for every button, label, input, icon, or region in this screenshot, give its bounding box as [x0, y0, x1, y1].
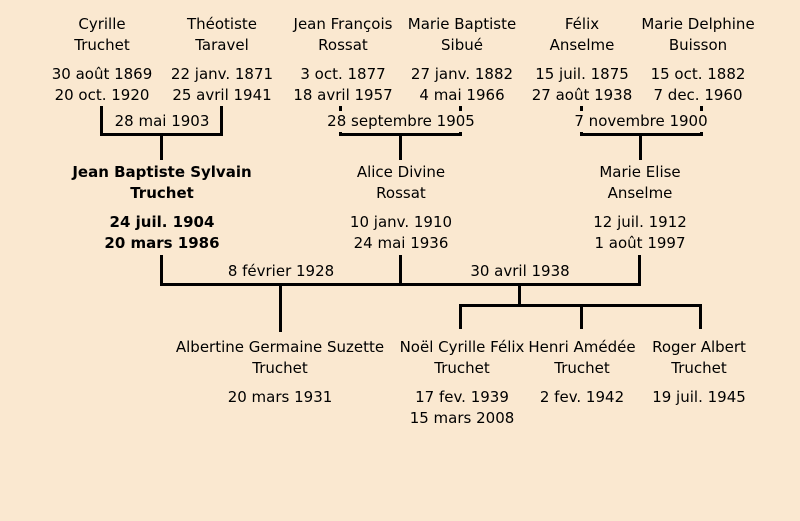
person-surname: Rossat — [318, 36, 368, 54]
person-surname: Truchet — [671, 359, 727, 377]
alice-stem — [399, 255, 402, 286]
person-card-theotiste-taravel — [171, 14, 273, 106]
person-card-alice-divine-rossat — [350, 162, 452, 254]
person-surname: Truchet — [434, 359, 490, 377]
birth-date: 3 oct. 1877 — [300, 65, 386, 83]
noel-drop — [459, 307, 462, 329]
marriage1-child-drop — [160, 136, 163, 160]
birth-date: 24 juil. 1904 — [109, 213, 215, 231]
person-surname: Taravel — [195, 36, 249, 54]
albertine-drop — [279, 286, 282, 332]
person-name: Alice Divine — [356, 163, 446, 181]
marriage1-date-label: 28 mai 1903 — [112, 111, 213, 132]
person-card-marie-elise-anselme — [593, 162, 687, 254]
birth-date: 19 juil. 1945 — [652, 388, 746, 406]
death-date: 1 août 1997 — [594, 234, 686, 252]
person-surname: Rossat — [376, 184, 426, 202]
roger-drop — [699, 307, 702, 329]
person-surname: Truchet — [130, 184, 194, 202]
marriage2-date-label: 28 septembre 1905 — [324, 111, 478, 132]
person-name: Albertine Germaine Suzette — [175, 338, 385, 356]
person-card-jean-francois-rossat — [293, 14, 392, 106]
birth-date: 2 fev. 1942 — [539, 388, 625, 406]
person-name: Jean François — [293, 15, 393, 33]
jean-baptiste-stem — [160, 255, 163, 286]
marriage3-child-drop — [639, 136, 642, 160]
person-name: Jean Baptiste Sylvain — [72, 163, 252, 181]
person-name: Théotiste — [186, 15, 258, 33]
person-name: Roger Albert — [652, 338, 746, 356]
marriage4-date-label: 8 février 1928 — [225, 261, 337, 282]
person-card-albertine-truchet — [176, 337, 384, 408]
marriage2-child-drop — [399, 136, 402, 160]
person-card-noel-truchet — [400, 337, 525, 429]
death-date: 20 oct. 1920 — [54, 86, 150, 104]
birth-date: 12 juil. 1912 — [593, 213, 687, 231]
marriage1-left-stem — [100, 106, 103, 136]
birth-date: 17 fev. 1939 — [415, 388, 509, 406]
person-name: Noël Cyrille Félix — [399, 338, 525, 356]
person-surname: Sibué — [441, 36, 483, 54]
birth-date: 15 juil. 1875 — [535, 65, 629, 83]
marriage1-right-stem — [220, 106, 223, 136]
henri-drop — [580, 307, 583, 329]
marriage5-date-label: 30 avril 1938 — [467, 261, 572, 282]
person-surname: Truchet — [74, 36, 130, 54]
person-card-henri-truchet — [528, 337, 635, 408]
birth-date: 10 janv. 1910 — [349, 213, 453, 231]
person-card-jean-baptiste-sylvain-truchet — [72, 162, 251, 254]
person-name: Félix — [564, 15, 600, 33]
person-surname: Buisson — [668, 36, 728, 54]
death-date: 15 mars 2008 — [409, 409, 515, 427]
birth-date: 27 janv. 1882 — [410, 65, 514, 83]
birth-date: 20 mars 1931 — [227, 388, 333, 406]
death-date: 20 mars 1986 — [104, 234, 220, 252]
person-surname: Anselme — [607, 184, 673, 202]
person-card-roger-truchet — [652, 337, 746, 408]
person-surname: Anselme — [549, 36, 615, 54]
death-date: 24 mai 1936 — [353, 234, 449, 252]
death-date: 27 août 1938 — [531, 86, 633, 104]
death-date: 18 avril 1957 — [293, 86, 393, 104]
person-name: Henri Amédée — [528, 338, 636, 356]
birth-date: 15 oct. 1882 — [650, 65, 746, 83]
marie-elise-stem — [638, 255, 641, 286]
birth-date: 30 août 1869 — [51, 65, 153, 83]
person-name: Marie Baptiste — [407, 15, 517, 33]
death-date: 4 mai 1966 — [419, 86, 505, 104]
person-card-marie-baptiste-sibue — [408, 14, 516, 106]
marriage3-date-label: 7 novembre 1900 — [571, 111, 710, 132]
birth-date: 22 janv. 1871 — [170, 65, 274, 83]
person-card-cyrille-truchet — [52, 14, 153, 106]
person-name: Marie Elise — [599, 163, 681, 181]
person-surname: Truchet — [252, 359, 308, 377]
person-name: Marie Delphine — [641, 15, 755, 33]
person-surname: Truchet — [554, 359, 610, 377]
marriages-4-5-bar — [160, 283, 641, 286]
death-date: 7 dec. 1960 — [653, 86, 743, 104]
person-card-marie-delphine-buisson — [641, 14, 754, 106]
person-card-felix-anselme — [532, 14, 633, 106]
death-date: 25 avril 1941 — [172, 86, 272, 104]
person-name: Cyrille — [78, 15, 126, 33]
